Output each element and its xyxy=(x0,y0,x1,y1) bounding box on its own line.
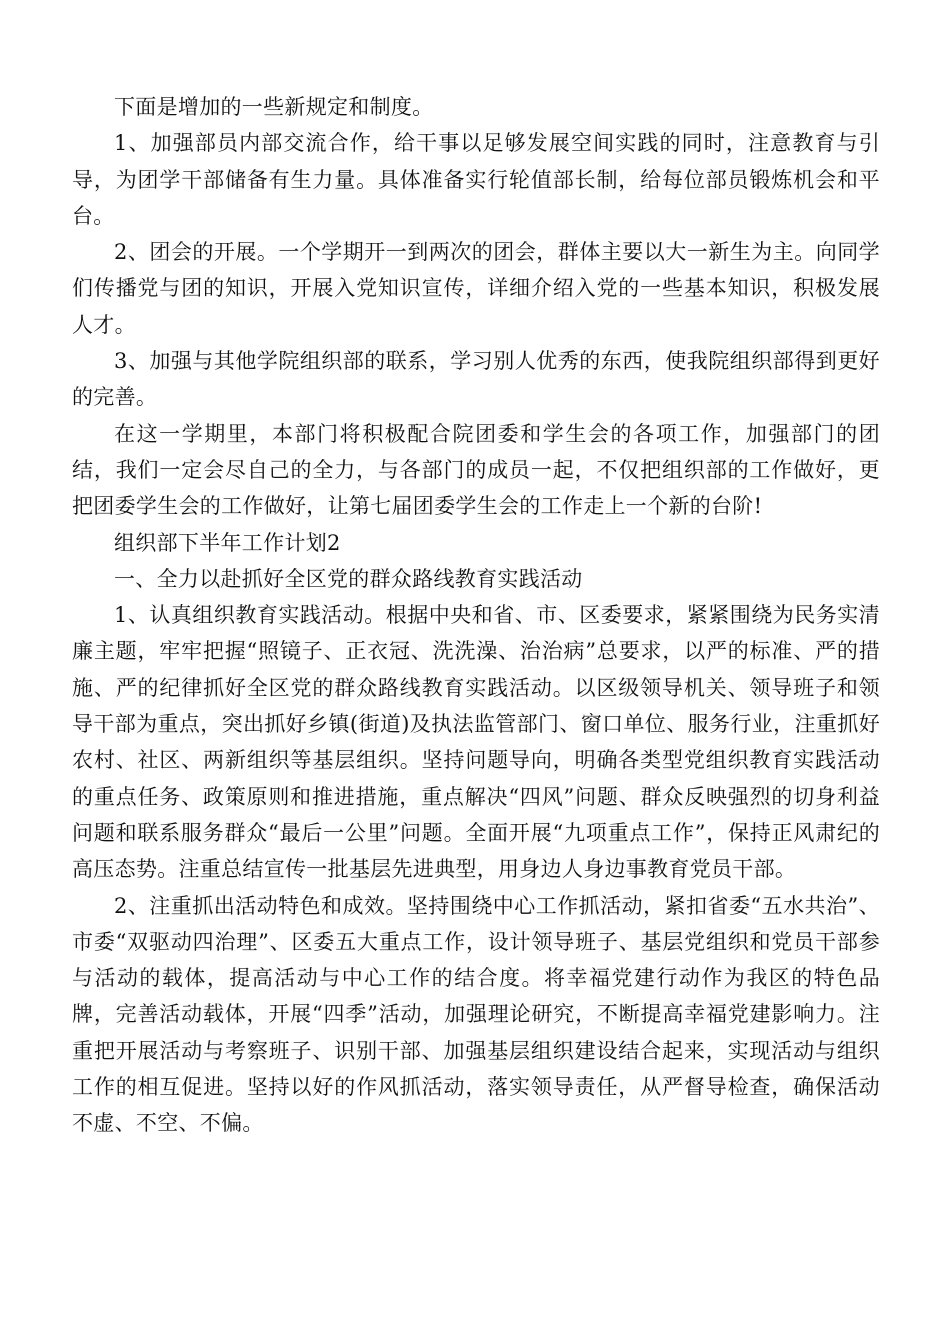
section-title-plan-2: 组织部下半年工作计划2 xyxy=(114,530,341,555)
document-body xyxy=(72,89,880,1142)
paragraph-practice-activity: 1、认真组织教育实践活动。根据中央和省、市、区委要求，紧紧围绕为民务实清廉主题，牢牢把握“照镜子、正衣冠、洗洗澡、治治病”总要求，以严的标准、严的措施、严的纪律抓好全区党的群众路线教育实践活动。以区级领导机关、领导班子和领导干部为重点，突出抓好乡镇(街道)及执法监管部门、窗口单位、服务行业，注重抓好农村、社区、两新组织等基层组织。坚持问题导向，明确各类型党组织教育实践活动的重点任务、政策原则和推进措施，重点解决“四风”问题、群众反映强烈的切身利益问题和联系服务群众“最后一公里”问题。全面开展“九项重点工作”，保持正风肃纪的高压态势。注重总结宣传一批基层先进典型，用身边人身边事教育党员干部。 xyxy=(72,603,880,882)
section-heading-1: 一、全力以赴抓好全区党的群众路线教育实践活动 xyxy=(114,566,583,591)
paragraph-new-rules-intro: 下面是增加的一些新规定和制度。 xyxy=(114,95,434,119)
paragraph-activity-features: 2、注重抓出活动特色和成效。坚持围绕中心工作抓活动，紧扣省委“五水共治”、市委“双驱动四治理”、区委五大重点工作，设计领导班子、基层党组织和党员干部参与活动的载体，提高活动与中心工作的结合度。将幸福党建行动作为我区的特色品牌，完善活动载体，开展“四季”活动，加强理论研究，不断提高幸福党建影响力。注重把开展活动与考察班子、识别干部、加强基层组织建设结合起来，实现活动与组织工作的相互促进。坚持以好的作风抓活动，落实领导责任，从严督导检查，确保活动不虚、不空、不偏。 xyxy=(72,893,880,1136)
paragraph-item-3-contact: 3、加强与其他学院组织部的联系，学习别人优秀的东西，使我院组织部得到更好的完善。 xyxy=(72,349,880,410)
paragraph-item-2-league-meeting: 2、团会的开展。一个学期开一到两次的团会，群体主要以大一新生为主。向同学们传播党与团的知识，开展入党知识宣传，详细介绍入党的一些基本知识，积极发展人才。 xyxy=(72,240,880,337)
paragraph-semester-summary: 在这一学期里，本部门将积极配合院团委和学生会的各项工作，加强部门的团结，我们一定会尽自己的全力，与各部门的成员一起，不仅把组织部的工作做好，更把团委学生会的工作做好，让第七届团委学生会的工作走上一个新的台阶! xyxy=(72,421,880,519)
paragraph-item-1-exchange: 1、加强部员内部交流合作，给干事以足够发展空间实践的同时，注意教育与引导，为团学干部储备有生力量。具体准备实行轮值部长制，给每位部员锻炼机会和平台。 xyxy=(72,131,880,228)
